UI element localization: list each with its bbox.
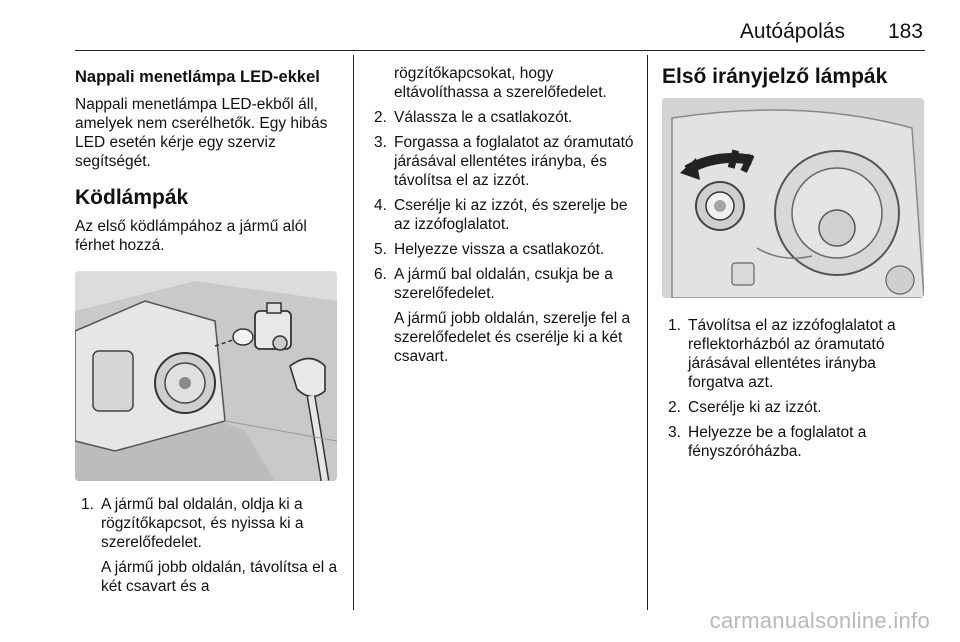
indicator-steps-list (662, 316, 927, 461)
fog-steps-list (75, 495, 340, 596)
drl-text: Nappali menetlámpa LED-ekből áll, amelyek nem cserélhetők. Egy hibás LED esetén kérje egy szerviz segítségét. (75, 96, 328, 170)
list-item: 5. Helyezze vissza a csatlakozót. (374, 241, 605, 258)
fog-steps-list-cont (368, 108, 638, 366)
page-number: 183 (887, 20, 923, 43)
list-item: 3. Forgassa a foglalatot az óramutató járásával ellentétes irányba, és távolítsa el az izzót. (374, 134, 634, 189)
turn-signal-illustration (662, 98, 924, 298)
list-item: 2. Cserélje ki az izzót. (668, 399, 822, 416)
list-item: 2. Válassza le a csatlakozót. (374, 109, 573, 126)
watermark: carmanualsonline.info (709, 608, 930, 633)
column-left (75, 64, 340, 602)
header-rule (75, 50, 925, 51)
list-item: 1. Távolítsa el az izzófoglalatot a reflektorházból az óramutató járásával ellentétes irányba forgatva azt. (668, 317, 896, 391)
fog-lamp-illustration (75, 271, 337, 481)
list-item: 6. A jármű bal oldalán, csukja be a szerelőfedelet. A jármű jobb oldalán, szerelje fel a szerelőfedelet és cserélje ki a két csavart. (374, 266, 631, 365)
column-middle (368, 64, 638, 372)
list-item: 4. Cserélje ki az izzót, és szerelje be az izzófoglalatot. (374, 197, 628, 233)
step-continuation: rögzítőkapcsokat, hogy eltávolíthassa a szerelőfedelet. (394, 65, 607, 101)
indicator-heading: Első irányjelző lámpák (662, 65, 888, 88)
drl-heading: Nappali menetlámpa LED-ekkel (75, 68, 320, 86)
list-item: 1. A jármű bal oldalán, oldja ki a rögzítőkapcsot, és nyissa ki a szerelőfedelet. A jármű jobb oldalán, távolítsa el a két csavart és a (81, 496, 338, 595)
column-right (662, 64, 927, 467)
running-title: Autóápolás (739, 20, 845, 43)
page-header (0, 0, 960, 52)
list-item: 3. Helyezze be a foglalatot a fényszóróházba. (668, 424, 867, 460)
column-divider (647, 55, 648, 610)
fog-text: Az első ködlámpához a jármű alól férhet hozzá. (75, 218, 307, 254)
fog-heading: Ködlámpák (75, 186, 189, 209)
column-divider (353, 55, 354, 610)
